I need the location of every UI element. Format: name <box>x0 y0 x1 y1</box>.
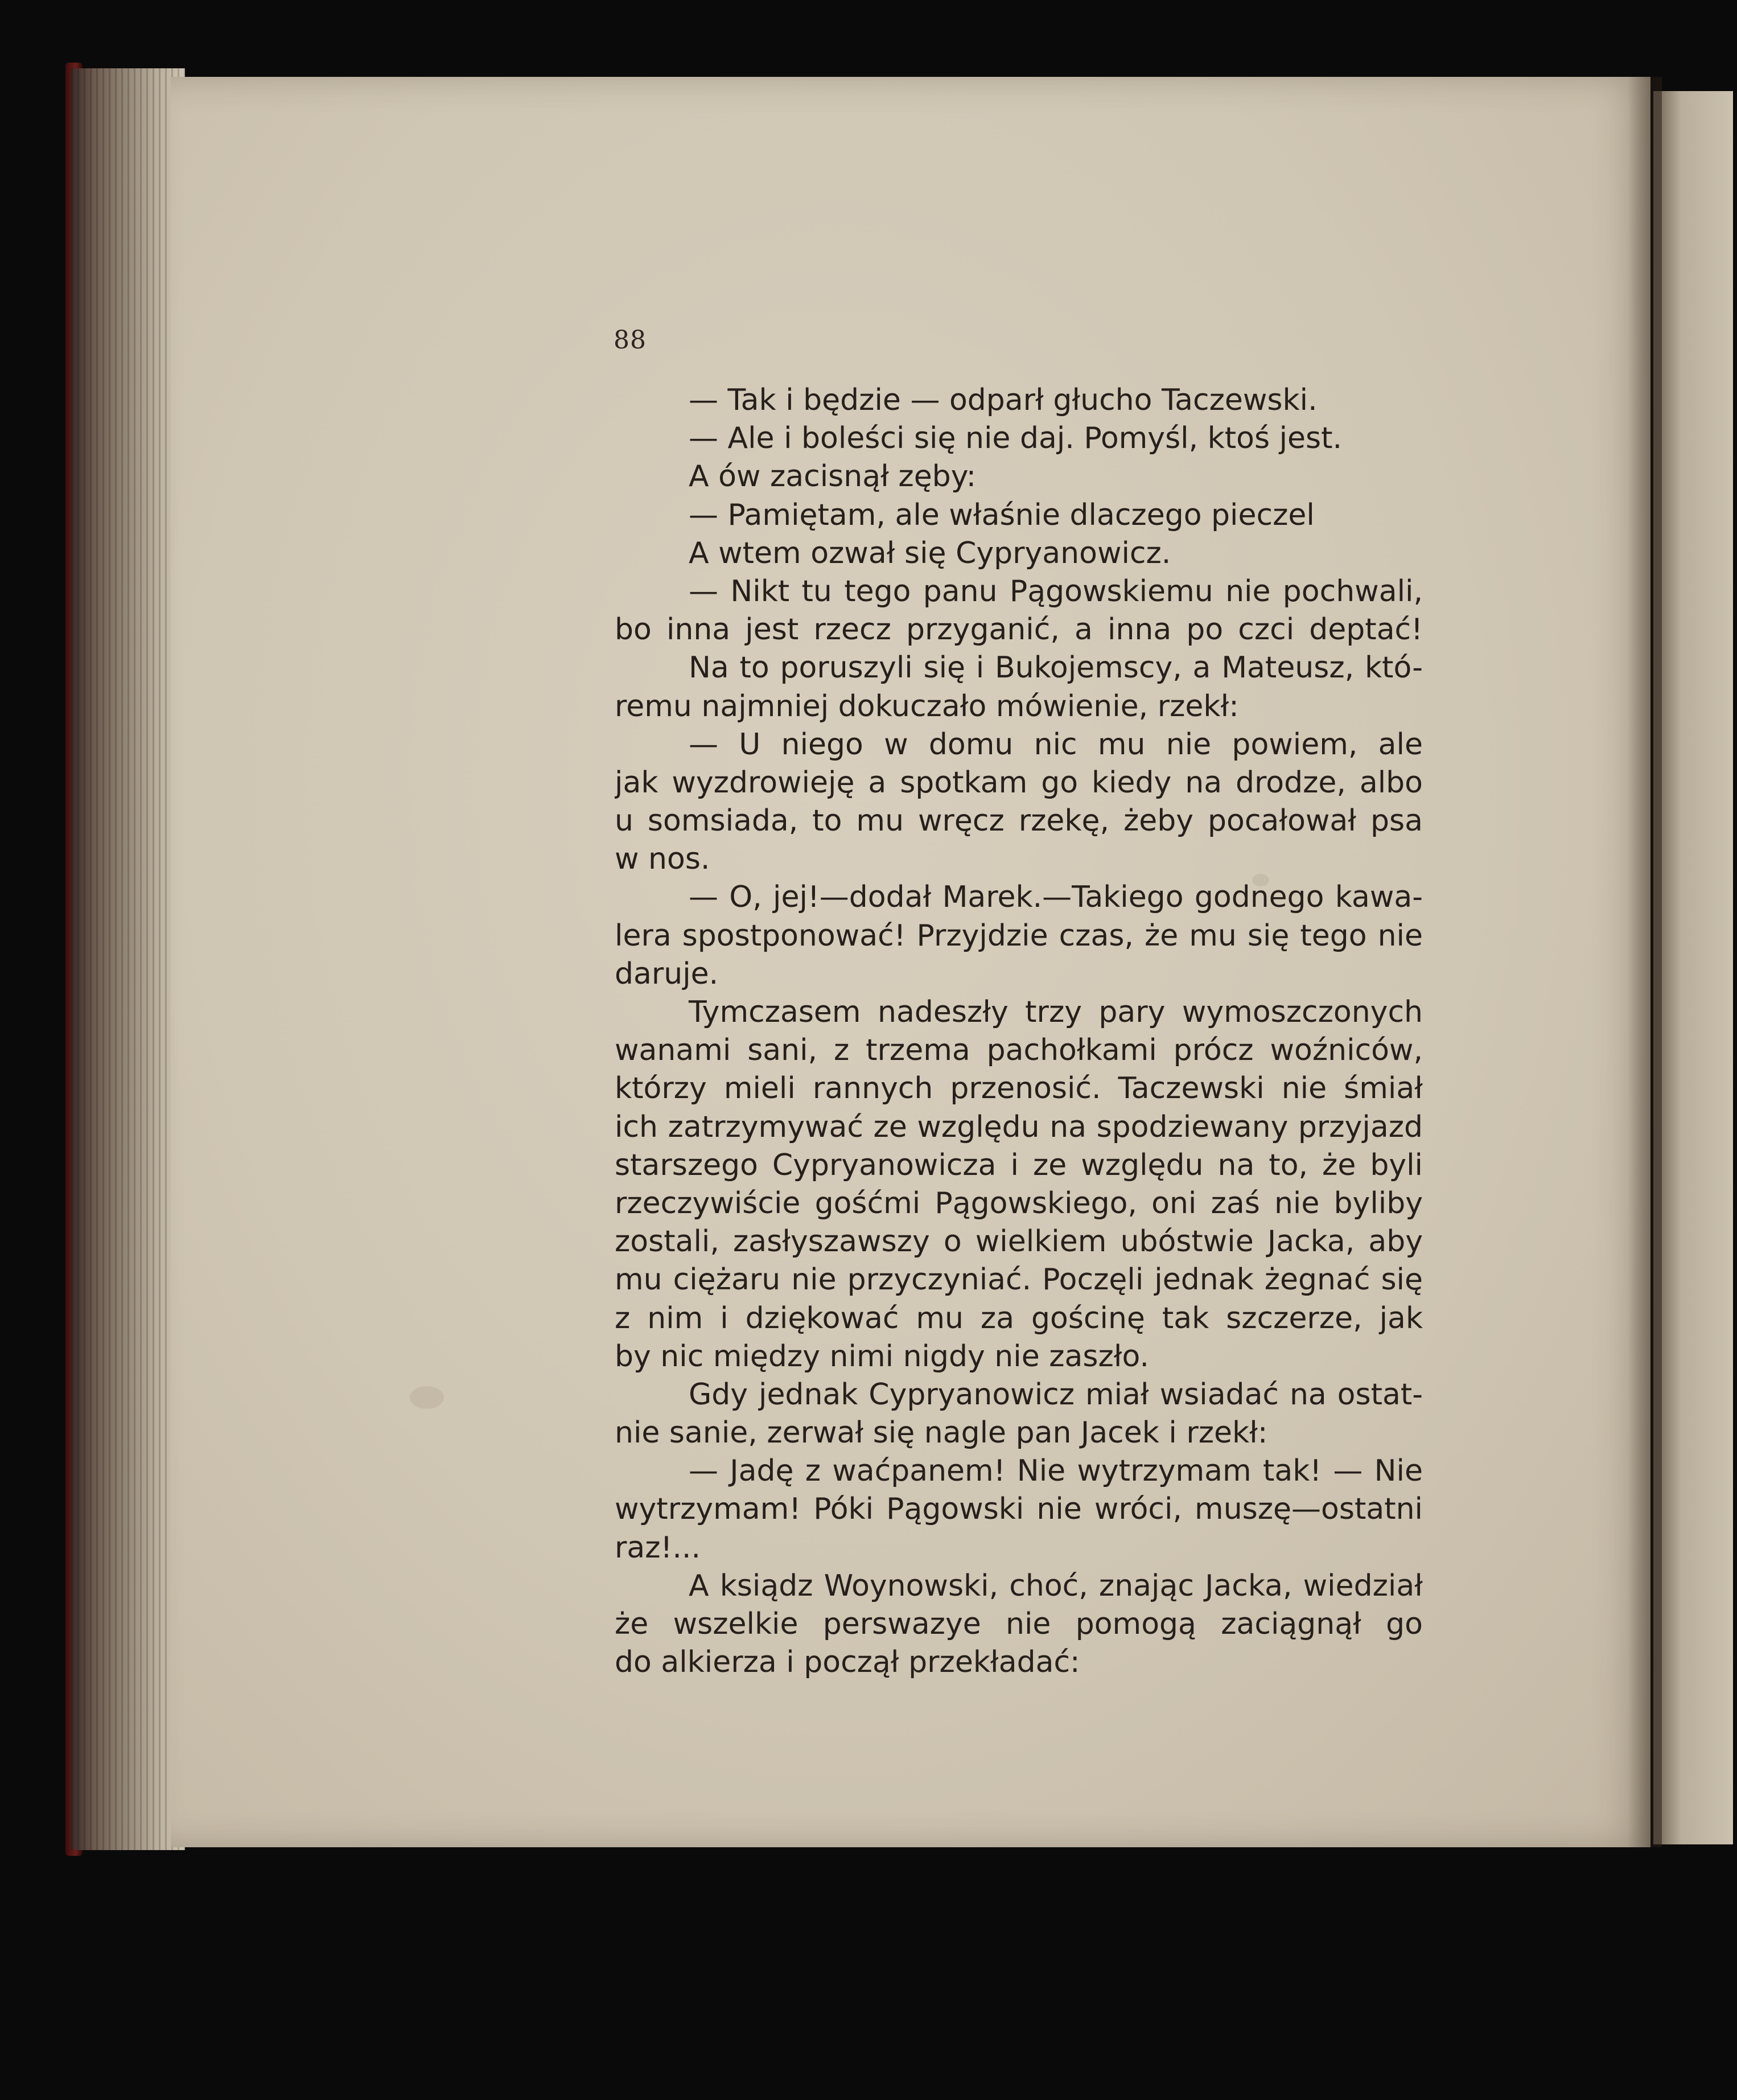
text-line: — Ale i boleści się nie daj. Pomyśl, ktoś jest. <box>689 421 1343 456</box>
text-line: by nic między nimi nigdy nie zaszło. <box>615 1339 1149 1374</box>
text-line: starszego Cypryanowicza i ze względu na to, że byli <box>615 1148 1423 1182</box>
text-line: — Jadę z waćpanem! Nie wytrzymam tak! — Nie <box>689 1454 1423 1489</box>
text-line: Gdy jednak Cypryanowicz miał wsiadać na ostat- <box>689 1377 1423 1412</box>
text-line: u somsiada, to mu wręcz rzekę, żeby pocałował psa <box>615 804 1423 839</box>
text-line: wytrzymam! Póki Pągowski nie wróci, muszę—ostatni <box>615 1492 1423 1527</box>
body-text <box>615 381 1423 1682</box>
text-line: remu najmniej dokuczało mówienie, rzekł: <box>615 689 1239 724</box>
text-line: — Tak i będzie — odparł głucho Taczewski. <box>689 383 1318 417</box>
text-line: Tymczasem nadeszły trzy pary wymoszczonych <box>689 995 1423 1029</box>
text-line: A ów zacisnął zęby: <box>689 459 977 494</box>
paper-stain <box>410 1386 444 1409</box>
text-line: Na to poruszyli się i Bukojemscy, a Mateusz, któ- <box>689 651 1423 685</box>
text-line: mu ciężaru nie przyczyniać. Poczęli jednak żegnać się <box>615 1263 1423 1297</box>
text-line: daruje. <box>615 956 719 991</box>
page-number: 88 <box>614 326 647 355</box>
text-line: nie sanie, zerwał się nagle pan Jacek i rzekł: <box>615 1416 1268 1450</box>
text-line: do alkierza i począł przekładać: <box>615 1645 1080 1680</box>
text-line: zostali, zasłyszawszy o wielkiem ubóstwie Jacka, aby <box>615 1224 1423 1259</box>
text-line: — Pamiętam, ale właśnie dlaczego pieczel <box>689 498 1315 532</box>
text-line: — U niego w domu nic mu nie powiem, ale <box>689 727 1423 762</box>
text-line: że wszelkie perswazye nie pomogą zaciągnął go <box>615 1607 1423 1641</box>
text-line: ich zatrzymywać ze względu na spodziewany przyjazd <box>615 1109 1423 1144</box>
text-line: rzeczywiście gośćmi Pągowskiego, oni zaś nie byliby <box>615 1186 1423 1220</box>
text-line: — O, jej!—dodał Marek.—Takiego godnego kawa- <box>689 880 1423 915</box>
text-line: — Nikt tu tego panu Pągowskiemu nie pochwali, <box>689 574 1423 609</box>
text-line: lera spostponować! Przyjdzie czas, że mu się tego nie <box>615 918 1423 953</box>
text-line: z nim i dziękować mu za gościnę tak szczerze, jak <box>615 1301 1423 1335</box>
text-line: wanami sani, z trzema pachołkami prócz woźniców, <box>615 1033 1423 1068</box>
text-line: A wtem ozwał się Cypryanowicz. <box>689 536 1171 570</box>
page-stack-edge <box>71 68 185 1850</box>
gutter-shadow <box>1628 77 1662 1847</box>
text-line: którzy mieli rannych przenosić. Taczewski nie śmiał <box>615 1071 1423 1106</box>
text-line: raz!... <box>615 1530 701 1565</box>
text-line: jak wyzdrowieję a spotkam go kiedy na drodze, albo <box>615 765 1423 800</box>
text-line: w nos. <box>615 842 710 877</box>
right-page-edge <box>1653 91 1733 1844</box>
text-line: bo inna jest rzecz przyganić, a inna po czci deptać! <box>615 613 1423 647</box>
text-line: A ksiądz Woynowski, choć, znając Jacka, wiedział <box>689 1568 1423 1603</box>
